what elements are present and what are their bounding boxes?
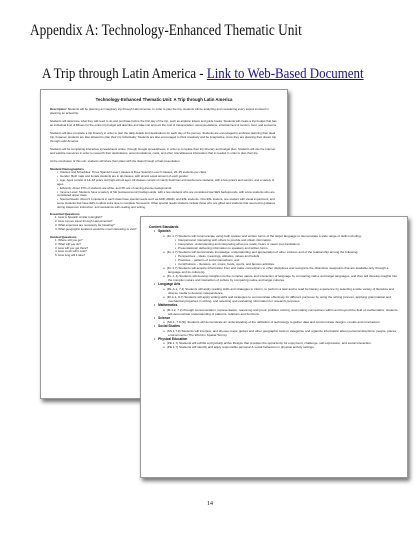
list-item: • Ethnicity: About 97% of students are white, and 3% are of varying diverse backgrounds. xyxy=(57,187,278,191)
page-number: 14 xyxy=(207,501,213,507)
list-item: • Income Level: Students have a variety of SE (socioeconomic) backgrounds, with a few students who are considered low SES backgrounds, with a few students who are considered upper class. xyxy=(57,191,278,199)
list-item: 2. What will you do? xyxy=(55,241,81,246)
list-item: 4. What geographic locations would be most interesting to visit? xyxy=(55,226,137,231)
list-item: ▪ Interpretive: understanding and interpreting what one reads, hears or views (not translation). xyxy=(175,242,399,246)
appendix-title: Appendix A: Technology-Enhanced Thematic Unit xyxy=(30,22,302,39)
list-item: ▪ Perspectives – ideas, meanings, attitudes, values and beliefs xyxy=(175,254,399,258)
list-item: • Age: Ages consist of 14–18 years old (high school age). All classes consist of mainly freshman and sophomore students, with a few juniors and seniors, and a variety of ages. xyxy=(57,179,278,187)
list-item: o (SS.1.7.9) Students will interpret, and choose maps, globes and other geographic tools to categorize and organize information about personal directions, people, places, environments (The World in Spatial Terms). xyxy=(163,329,399,337)
list-item: 3. How will you get there? xyxy=(55,245,89,250)
list-item: • Special Needs: About 5 4 students in each class have special needs such as ADD, ADHD, and ESL students. One ESL student, one student with visual impairment, and some students that have IEPs to allow extra time to complete homework. Other special needs students include those who are gifted and students that need extra guidance during classroom instruction, and assistance with reading and writing. xyxy=(57,198,278,210)
demographics-heading: Student Demographics xyxy=(50,167,84,171)
list-item: o (M.1.2, 7.2) through communication, representation, reasoning and proof, problem solving, and making connections within and beyond the field of mathematics, students will demonstrate understanding of patterns, relations and functions. xyxy=(163,308,399,316)
list-item: 1. How is Spanish similar to English? xyxy=(55,215,103,220)
guided-questions-heading: Guided Questions xyxy=(50,234,77,239)
list-item: o (FL.1.7) Students will acquire information from and make connections to other disciplines and recognize the distinctive viewpoints that are available only through a language and its culture(s). xyxy=(163,266,399,274)
list-item: 3. What expenses are necessary for traveling? xyxy=(55,222,115,227)
list-item: o (FL.1.7) Students will communicate using both spoken and written forms of the target language to demonstrate a wide range of skills including: xyxy=(163,234,399,238)
description-text: Students will be planning an imaginary trip through Latin America. In order to plan the trip, students will be analyzing and considering every aspect involved in planning an actual trip. xyxy=(50,107,269,115)
list-item: 4. How much will it cost? xyxy=(55,249,87,254)
trip-title xyxy=(42,66,364,83)
list-item: o (SC.1, 7.9 (9)) Students will demonstrate an understanding of the utilization of technology to gather data and communicate designs, results and conclusions. xyxy=(163,320,399,324)
list-item: o (FL.1, 4) Students will develop insights into the complex nature and interaction of language by comparing native and target languages, and they will develop insights into the complex nature and interaction of culture by comparing native and target cultures. xyxy=(163,274,399,282)
list-item: o (RI.A.1, 9.7) Students will apply writing skills and strategies to communicate effectively for different purposes by using the writing process, applying grammatical and mechanical properties in writing, and selecting and evaluating information for research purposes. xyxy=(163,295,399,303)
description-paragraph xyxy=(50,107,278,115)
list-item: ▪ Practices – patterns of social interactions; and xyxy=(175,258,399,262)
list-item: o (PE.1.7) Students will identify and apply responsible personal & social behaviors in physical activity settings. xyxy=(163,345,399,349)
unit-heading: Technology-Enhanced Thematic Unit: A Trip through Latin America xyxy=(95,97,233,102)
spanish-label: • Spanish xyxy=(154,229,399,233)
essential-questions-heading: Essential Questions xyxy=(50,212,80,217)
list-item: 1. Where will you go? xyxy=(55,237,83,242)
list-item: 5. How long will it take? xyxy=(55,253,86,258)
list-item: ▪ Contributions – literature, art, music, foods, sports, and famous activities. xyxy=(175,262,399,266)
list-item: • Classes and Schedules: Three Spanish Level I classes & three Spanish Level II classes, 20–25 students per class xyxy=(57,171,278,175)
description-lead: Description: xyxy=(50,107,67,111)
list-item: ▪ Interpersonal: interacting with others to provide and obtain information. xyxy=(175,238,399,242)
demographics-list xyxy=(57,171,278,210)
science-label: • Science xyxy=(154,316,399,320)
conclusion-paragraph: At the conclusion of this unit, students will share their plans with the class through a final presentation. xyxy=(50,159,181,163)
mathematics-label: • Mathematics xyxy=(154,303,399,307)
web-document-link[interactable]: Link to Web-Based Document xyxy=(206,66,364,82)
list-item: 2. How can we travel through Latin America? xyxy=(55,218,113,223)
trip-title-text: A Trip through Latin America - xyxy=(42,66,207,82)
physical-education-label: • Physical Education xyxy=(154,337,399,341)
list-item: • Gender: Both male and female students are in all classes, with almost equal amount of each gender. xyxy=(57,175,278,179)
list-item: o (FL.1.7) Students will demonstrate knowledge, understanding and appreciation of other cultures and of the relationship among the following: xyxy=(163,250,399,254)
list-item: o (RL.A.1, 7.4) Students will apply reading skills and strategies to inform, to perform a task and to read for literary experience by selecting a wide variety of literature and diverse media to develop independence. xyxy=(163,287,399,295)
list-item: o (PE.1.7) Students will exhibit a physically active lifestyle that provides the opportunity for enjoyment, challenge, self-expression, and social interaction. xyxy=(163,341,399,345)
content-standards-page xyxy=(140,216,408,478)
itinerary-paragraph: Students will also complete a trip itinerary in order to plan the daily details and destinations for each day of the journey. Students are encouraged to embrace planning their ideal trip; however, students are also allowed to plan their trip individually. Students are also encouraged to think creatively and be imaginative, since they are planning their dream trip through Latin America. xyxy=(50,131,277,143)
social-studies-label: • Social Studies xyxy=(154,324,399,328)
budget-paragraph: Students will determine what they will need to do and purchase before the first day of the trip, such as airplane tickets and guide books. Students will create a trip budget that has an individual limit of $5/ues for the entire trip budget will describe and take into account the cost of transportation, accommodations, entertainment & tourism, food, and souvenirs. xyxy=(50,119,278,127)
content-standards-heading: Content Standards xyxy=(149,225,179,229)
spreadsheet-paragraph: Students will be completing interactive spreadsheets online, through Google spreadsheets, in order to complete their trip itinerary and budget plan. Students will use the Internet and website resources in order to research their destinations, accommodations, costs, and other miscellaneous information that is needed in order to plan their trip. xyxy=(50,147,276,155)
language-arts-label: • Language Arts xyxy=(154,282,399,286)
list-item: ▪ Presentational: delivering information to speakers and written forms. xyxy=(175,246,399,250)
